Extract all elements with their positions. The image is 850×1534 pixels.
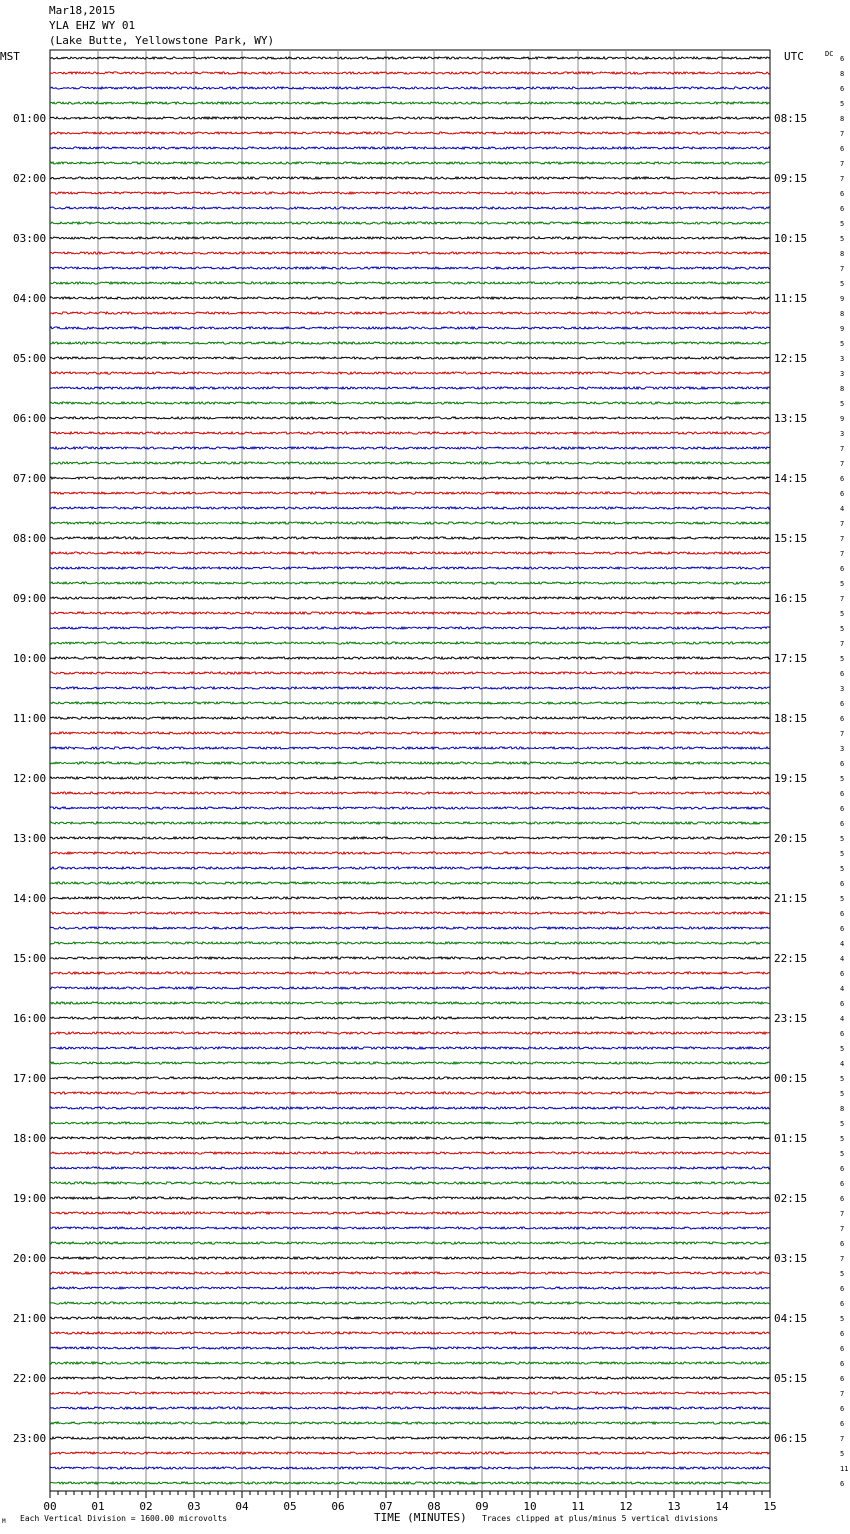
seismic-trace bbox=[50, 462, 770, 464]
seismic-trace bbox=[50, 117, 770, 119]
dc-value: 6 bbox=[840, 490, 845, 498]
dc-value: 5 bbox=[840, 1450, 845, 1458]
seismic-trace bbox=[50, 807, 770, 809]
left-hour-label: 07:00 bbox=[13, 472, 47, 485]
seismic-trace bbox=[50, 222, 770, 224]
dc-value: 4 bbox=[840, 505, 845, 513]
corner-mark: M bbox=[2, 1518, 6, 1525]
dc-value: 4 bbox=[840, 1015, 845, 1023]
x-tick-label: 02 bbox=[139, 1500, 153, 1513]
left-hour-label: 04:00 bbox=[13, 292, 47, 305]
dc-value: 8 bbox=[840, 115, 845, 123]
right-hour-label: 16:15 bbox=[774, 592, 808, 605]
seismic-trace bbox=[50, 1137, 770, 1139]
dc-value: 3 bbox=[840, 370, 845, 378]
dc-value: 6 bbox=[840, 700, 845, 708]
dc-value: 5 bbox=[840, 1120, 845, 1128]
seismic-trace bbox=[50, 612, 770, 614]
dc-value: 7 bbox=[840, 1255, 845, 1263]
seismic-trace bbox=[50, 672, 770, 674]
footer-clip-note: Traces clipped at plus/minus 5 vertical divisions bbox=[482, 1514, 719, 1523]
seismic-trace bbox=[50, 1347, 770, 1349]
seismic-trace bbox=[50, 582, 770, 584]
seismic-trace bbox=[50, 432, 770, 434]
seismic-trace bbox=[50, 1152, 770, 1154]
dc-value: 6 bbox=[840, 1420, 845, 1428]
seismic-trace bbox=[50, 597, 770, 599]
dc-value: 6 bbox=[840, 1330, 845, 1338]
dc-value: 8 bbox=[840, 70, 845, 78]
seismic-trace bbox=[50, 762, 770, 764]
dc-value: 7 bbox=[840, 595, 845, 603]
dc-value: 4 bbox=[840, 955, 845, 963]
dc-value: 7 bbox=[840, 1210, 845, 1218]
seismic-trace bbox=[50, 372, 770, 374]
dc-value: 6 bbox=[840, 1285, 845, 1293]
right-hour-label: 03:15 bbox=[774, 1252, 808, 1265]
seismic-trace bbox=[50, 1287, 770, 1289]
right-hour-label: 23:15 bbox=[774, 1012, 808, 1025]
seismic-trace bbox=[50, 387, 770, 389]
dc-value: 6 bbox=[840, 1405, 845, 1413]
dc-value: 5 bbox=[840, 850, 845, 858]
dc-value: 5 bbox=[840, 400, 845, 408]
seismic-trace bbox=[50, 207, 770, 209]
right-hour-label: 04:15 bbox=[774, 1312, 808, 1325]
seismic-trace bbox=[50, 1437, 770, 1439]
seismic-trace bbox=[50, 837, 770, 839]
dc-value: 3 bbox=[840, 745, 845, 753]
dc-value: 6 bbox=[840, 145, 845, 153]
seismic-trace bbox=[50, 897, 770, 899]
left-hour-label: 03:00 bbox=[13, 232, 47, 245]
dc-value: 7 bbox=[840, 550, 845, 558]
dc-value: 5 bbox=[840, 1270, 845, 1278]
dc-value: 11 bbox=[840, 1465, 849, 1473]
right-axis-label: UTC bbox=[784, 50, 804, 63]
dc-value: 5 bbox=[840, 865, 845, 873]
dc-value: 6 bbox=[840, 1240, 845, 1248]
seismic-trace bbox=[50, 702, 770, 704]
seismic-trace bbox=[50, 1392, 770, 1394]
seismic-trace bbox=[50, 357, 770, 359]
right-hour-label: 02:15 bbox=[774, 1192, 808, 1205]
dc-value: 6 bbox=[840, 85, 845, 93]
dc-value: 9 bbox=[840, 415, 845, 423]
x-tick-label: 11 bbox=[571, 1500, 585, 1513]
seismic-trace bbox=[50, 492, 770, 494]
dc-value: 6 bbox=[840, 880, 845, 888]
x-tick-label: 01 bbox=[91, 1500, 105, 1513]
seismic-trace bbox=[50, 1032, 770, 1034]
seismic-trace bbox=[50, 87, 770, 89]
seismic-trace bbox=[50, 237, 770, 239]
dc-value: 6 bbox=[840, 760, 845, 768]
dc-value: 7 bbox=[840, 130, 845, 138]
right-hour-label: 19:15 bbox=[774, 772, 808, 785]
seismic-trace bbox=[50, 987, 770, 989]
seismic-trace bbox=[50, 657, 770, 659]
dc-value: 6 bbox=[840, 565, 845, 573]
seismic-trace bbox=[50, 537, 770, 539]
seismic-trace bbox=[50, 627, 770, 629]
seismic-trace bbox=[50, 567, 770, 569]
seismic-trace bbox=[50, 642, 770, 644]
right-hour-label: 00:15 bbox=[774, 1072, 808, 1085]
dc-value: 7 bbox=[840, 460, 845, 468]
dc-value: 5 bbox=[840, 1045, 845, 1053]
dc-value: 7 bbox=[840, 175, 845, 183]
seismic-trace bbox=[50, 1302, 770, 1304]
seismic-trace bbox=[50, 147, 770, 149]
seismic-trace bbox=[50, 1467, 770, 1469]
dc-value: 5 bbox=[840, 220, 845, 228]
x-tick-label: 09 bbox=[475, 1500, 489, 1513]
dc-value: 7 bbox=[840, 1225, 845, 1233]
seismic-trace bbox=[50, 507, 770, 509]
seismic-trace bbox=[50, 132, 770, 134]
dc-value: 6 bbox=[840, 925, 845, 933]
seismic-trace bbox=[50, 1407, 770, 1409]
left-hour-label: 22:00 bbox=[13, 1372, 47, 1385]
dc-value: 6 bbox=[840, 1480, 845, 1488]
dc-value: 5 bbox=[840, 100, 845, 108]
dc-value: 6 bbox=[840, 790, 845, 798]
seismic-trace bbox=[50, 342, 770, 344]
x-tick-label: 12 bbox=[619, 1500, 633, 1513]
right-hour-label: 17:15 bbox=[774, 652, 808, 665]
seismic-trace bbox=[50, 792, 770, 794]
right-hour-label: 10:15 bbox=[774, 232, 808, 245]
seismic-trace bbox=[50, 312, 770, 314]
dc-value: 6 bbox=[840, 55, 845, 63]
seismic-trace bbox=[50, 327, 770, 329]
x-tick-label: 08 bbox=[427, 1500, 441, 1513]
dc-value: 6 bbox=[840, 1000, 845, 1008]
left-hour-label: 09:00 bbox=[13, 592, 47, 605]
seismic-trace bbox=[50, 252, 770, 254]
x-tick-label: 13 bbox=[667, 1500, 681, 1513]
dc-value: 5 bbox=[840, 610, 845, 618]
dc-value: 5 bbox=[840, 340, 845, 348]
seismic-trace bbox=[50, 1242, 770, 1244]
dc-value: 5 bbox=[840, 1150, 845, 1158]
dc-value: 5 bbox=[840, 1135, 845, 1143]
x-tick-label: 05 bbox=[283, 1500, 297, 1513]
right-hour-label: 21:15 bbox=[774, 892, 808, 905]
right-hour-label: 15:15 bbox=[774, 532, 808, 545]
seismic-trace bbox=[50, 972, 770, 974]
dc-value: 7 bbox=[840, 640, 845, 648]
seismic-trace bbox=[50, 447, 770, 449]
seismic-trace bbox=[50, 162, 770, 164]
left-hour-label: 12:00 bbox=[13, 772, 47, 785]
right-hour-label: 22:15 bbox=[774, 952, 808, 965]
seismic-trace bbox=[50, 417, 770, 419]
station-name: YLA EHZ WY 01 bbox=[49, 19, 136, 32]
dc-value: 8 bbox=[840, 310, 845, 318]
dc-value: 8 bbox=[840, 250, 845, 258]
right-hour-label: 01:15 bbox=[774, 1132, 808, 1145]
right-hour-label: 14:15 bbox=[774, 472, 808, 485]
dc-value: 6 bbox=[840, 475, 845, 483]
seismic-trace bbox=[50, 1197, 770, 1199]
seismic-trace bbox=[50, 1257, 770, 1259]
seismic-trace bbox=[50, 57, 770, 59]
left-hour-label: 01:00 bbox=[13, 112, 47, 125]
seismic-trace bbox=[50, 1107, 770, 1109]
dc-value: 3 bbox=[840, 685, 845, 693]
seismic-trace bbox=[50, 1452, 770, 1454]
left-hour-label: 10:00 bbox=[13, 652, 47, 665]
plot-frame bbox=[50, 50, 770, 1491]
left-hour-label: 11:00 bbox=[13, 712, 47, 725]
dc-value: 9 bbox=[840, 295, 845, 303]
seismic-trace bbox=[50, 1377, 770, 1379]
left-hour-label: 20:00 bbox=[13, 1252, 47, 1265]
seismic-trace bbox=[50, 1047, 770, 1049]
right-hour-label: 20:15 bbox=[774, 832, 808, 845]
seismic-trace bbox=[50, 747, 770, 749]
station-location: (Lake Butte, Yellowstone Park, WY) bbox=[49, 34, 275, 47]
seismic-trace bbox=[50, 522, 770, 524]
dc-value: 7 bbox=[840, 160, 845, 168]
seismic-trace bbox=[50, 1212, 770, 1214]
seismic-trace bbox=[50, 1167, 770, 1169]
seismic-trace bbox=[50, 1077, 770, 1079]
seismic-trace bbox=[50, 942, 770, 944]
x-axis-title: TIME (MINUTES) bbox=[374, 1511, 467, 1524]
dc-value: 6 bbox=[840, 1180, 845, 1188]
seismic-trace bbox=[50, 852, 770, 854]
dc-value: 4 bbox=[840, 985, 845, 993]
seismic-trace bbox=[50, 1332, 770, 1334]
x-tick-label: 06 bbox=[331, 1500, 345, 1513]
x-tick-label: 07 bbox=[379, 1500, 393, 1513]
seismic-trace bbox=[50, 1182, 770, 1184]
dc-value: 7 bbox=[840, 265, 845, 273]
left-hour-label: 15:00 bbox=[13, 952, 47, 965]
dc-value: 7 bbox=[840, 445, 845, 453]
seismic-trace bbox=[50, 1482, 770, 1484]
seismic-trace bbox=[50, 882, 770, 884]
left-hour-label: 21:00 bbox=[13, 1312, 47, 1325]
dc-value: 6 bbox=[840, 205, 845, 213]
dc-value: 5 bbox=[840, 895, 845, 903]
left-hour-label: 17:00 bbox=[13, 1072, 47, 1085]
x-tick-label: 00 bbox=[43, 1500, 57, 1513]
seismic-trace bbox=[50, 732, 770, 734]
dc-value: 8 bbox=[840, 385, 845, 393]
seismic-trace bbox=[50, 687, 770, 689]
dc-value: 7 bbox=[840, 520, 845, 528]
dc-value: 5 bbox=[840, 1090, 845, 1098]
seismic-trace bbox=[50, 867, 770, 869]
footer-scale-note: Each Vertical Division = 1600.00 microvolts bbox=[20, 1514, 228, 1523]
right-hour-label: 11:15 bbox=[774, 292, 808, 305]
seismic-trace bbox=[50, 1002, 770, 1004]
dc-value: 5 bbox=[840, 835, 845, 843]
right-hour-label: 09:15 bbox=[774, 172, 808, 185]
seismic-trace bbox=[50, 1362, 770, 1364]
dc-value: 6 bbox=[840, 1375, 845, 1383]
left-hour-label: 14:00 bbox=[13, 892, 47, 905]
dc-value: 5 bbox=[840, 655, 845, 663]
dc-value: 7 bbox=[840, 1390, 845, 1398]
seismic-trace bbox=[50, 1062, 770, 1064]
seismic-trace bbox=[50, 1122, 770, 1124]
dc-value: 6 bbox=[840, 190, 845, 198]
seismic-trace bbox=[50, 822, 770, 824]
seismic-trace bbox=[50, 402, 770, 404]
left-hour-label: 06:00 bbox=[13, 412, 47, 425]
dc-value: 4 bbox=[840, 1060, 845, 1068]
dc-value: 6 bbox=[840, 1360, 845, 1368]
dc-value: 5 bbox=[840, 1315, 845, 1323]
right-hour-label: 18:15 bbox=[774, 712, 808, 725]
x-tick-label: 14 bbox=[715, 1500, 729, 1513]
left-hour-label: 02:00 bbox=[13, 172, 47, 185]
dc-value: 6 bbox=[840, 1195, 845, 1203]
seismic-trace bbox=[50, 192, 770, 194]
dc-value: 5 bbox=[840, 235, 845, 243]
seismic-trace bbox=[50, 477, 770, 479]
seismic-trace bbox=[50, 927, 770, 929]
left-hour-label: 19:00 bbox=[13, 1192, 47, 1205]
seismic-trace bbox=[50, 552, 770, 554]
dc-value: 9 bbox=[840, 325, 845, 333]
dc-value: 4 bbox=[840, 940, 845, 948]
dc-value: 6 bbox=[840, 715, 845, 723]
dc-value: 3 bbox=[840, 355, 845, 363]
dc-value: 6 bbox=[840, 670, 845, 678]
dc-value: 5 bbox=[840, 580, 845, 588]
x-tick-label: 03 bbox=[187, 1500, 201, 1513]
seismic-trace bbox=[50, 102, 770, 104]
left-hour-label: 16:00 bbox=[13, 1012, 47, 1025]
seismic-trace bbox=[50, 1422, 770, 1424]
left-hour-label: 23:00 bbox=[13, 1432, 47, 1445]
dc-header-label: DC bbox=[825, 50, 834, 58]
seismic-trace bbox=[50, 717, 770, 719]
dc-value: 8 bbox=[840, 1105, 845, 1113]
seismic-trace bbox=[50, 1227, 770, 1229]
seismic-trace bbox=[50, 297, 770, 299]
dc-value: 6 bbox=[840, 970, 845, 978]
dc-value: 7 bbox=[840, 535, 845, 543]
x-tick-label: 10 bbox=[523, 1500, 537, 1513]
dc-value: 6 bbox=[840, 1345, 845, 1353]
dc-value: 5 bbox=[840, 280, 845, 288]
left-axis-label: MST bbox=[0, 50, 20, 63]
plot-date: Mar18,2015 bbox=[49, 4, 116, 17]
dc-value: 5 bbox=[840, 625, 845, 633]
dc-value: 7 bbox=[840, 730, 845, 738]
dc-value: 6 bbox=[840, 1165, 845, 1173]
seismic-trace bbox=[50, 72, 770, 74]
dc-value: 6 bbox=[840, 805, 845, 813]
seismic-trace bbox=[50, 282, 770, 284]
dc-value: 6 bbox=[840, 1030, 845, 1038]
x-tick-label: 04 bbox=[235, 1500, 249, 1513]
seismic-trace bbox=[50, 912, 770, 914]
seismic-trace bbox=[50, 177, 770, 179]
dc-value: 5 bbox=[840, 1075, 845, 1083]
seismic-trace bbox=[50, 957, 770, 959]
seismic-trace bbox=[50, 1272, 770, 1274]
right-hour-label: 05:15 bbox=[774, 1372, 808, 1385]
left-hour-label: 13:00 bbox=[13, 832, 47, 845]
dc-value: 5 bbox=[840, 775, 845, 783]
left-hour-label: 08:00 bbox=[13, 532, 47, 545]
dc-value: 6 bbox=[840, 1300, 845, 1308]
right-hour-label: 06:15 bbox=[774, 1432, 808, 1445]
seismic-trace bbox=[50, 1092, 770, 1094]
right-hour-label: 12:15 bbox=[774, 352, 808, 365]
dc-value: 3 bbox=[840, 430, 845, 438]
dc-value: 6 bbox=[840, 910, 845, 918]
dc-value: 6 bbox=[840, 820, 845, 828]
seismic-trace bbox=[50, 267, 770, 269]
right-hour-label: 13:15 bbox=[774, 412, 808, 425]
left-hour-label: 05:00 bbox=[13, 352, 47, 365]
left-hour-label: 18:00 bbox=[13, 1132, 47, 1145]
x-tick-label: 15 bbox=[763, 1500, 777, 1513]
seismic-trace bbox=[50, 777, 770, 779]
seismic-trace bbox=[50, 1017, 770, 1019]
right-hour-label: 08:15 bbox=[774, 112, 808, 125]
dc-value: 7 bbox=[840, 1435, 845, 1443]
seismic-trace bbox=[50, 1317, 770, 1319]
